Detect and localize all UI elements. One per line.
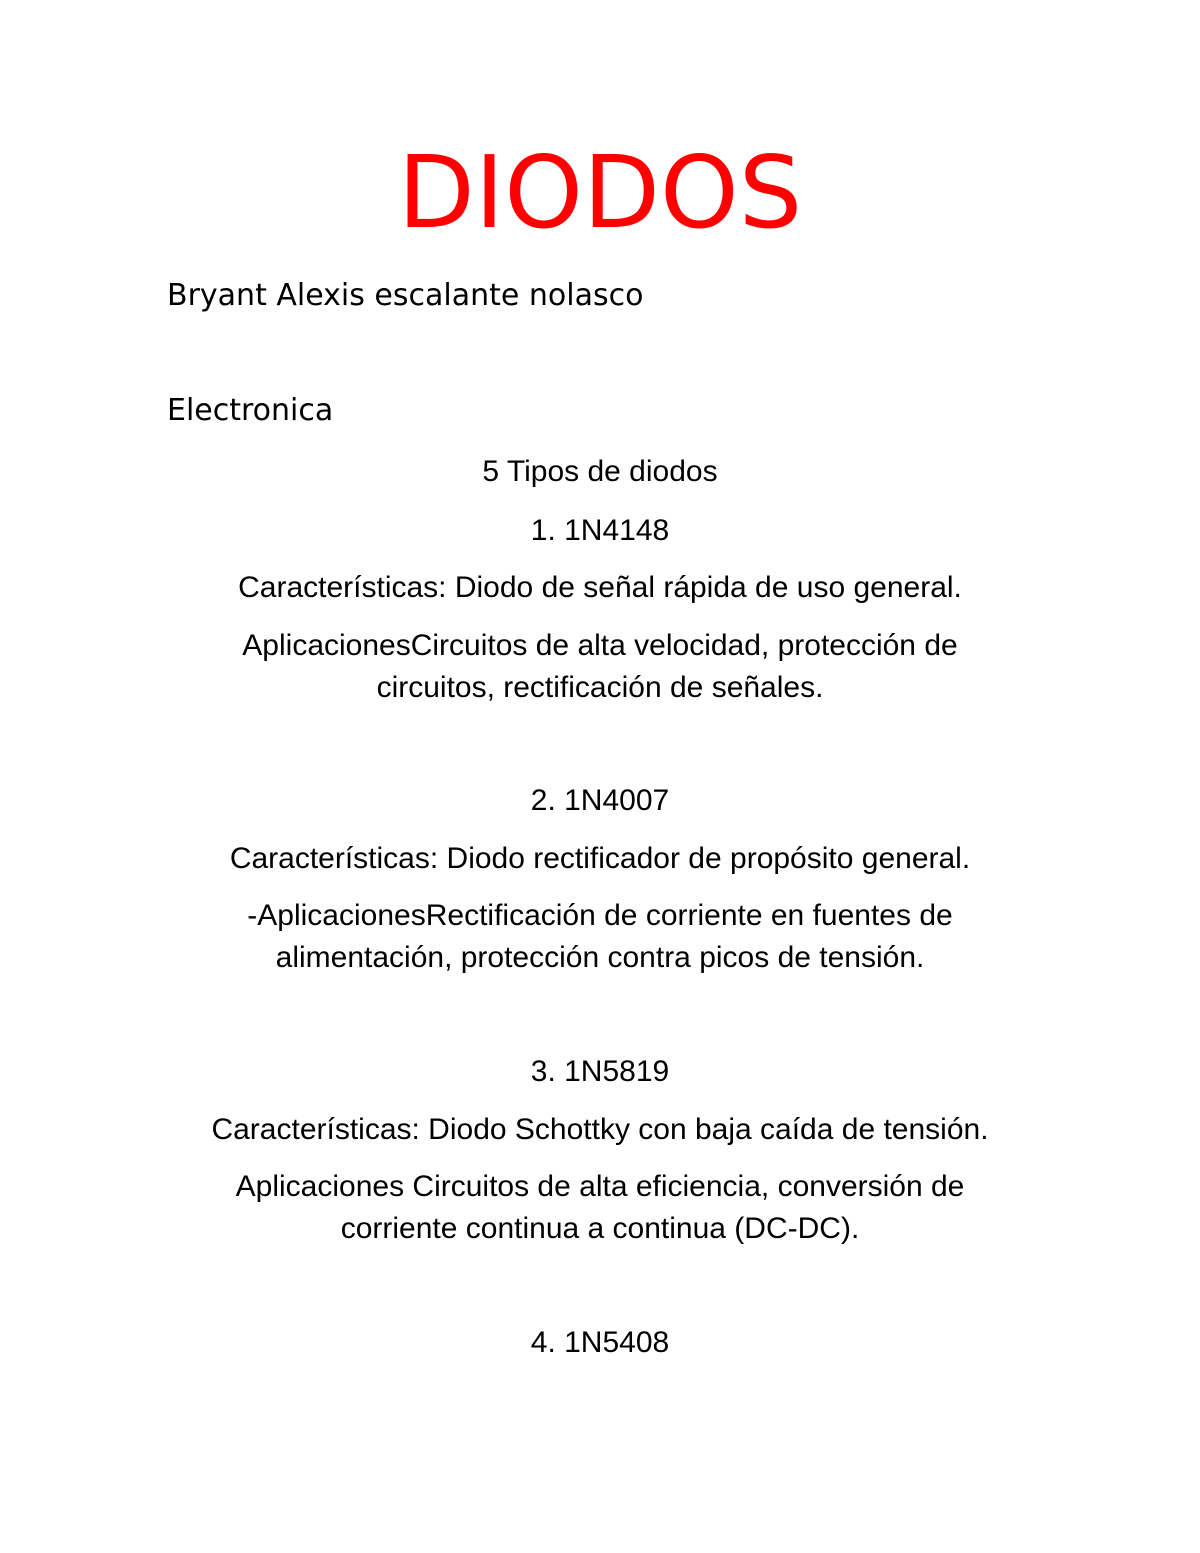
section-heading: 5 Tipos de diodos xyxy=(482,455,718,488)
diode-3-heading: 3. 1N5819 xyxy=(530,1055,670,1088)
diode-1-applications-line1: AplicacionesCircuitos de alta velocidad, protección de xyxy=(242,629,958,662)
document-title: DIODOS xyxy=(397,134,803,251)
subject-name: Electronica xyxy=(167,393,334,428)
author-name: Bryant Alexis escalante nolasco xyxy=(167,278,644,313)
diode-4-heading: 4. 1N5408 xyxy=(530,1326,670,1359)
diode-2-applications-line2: alimentación, protección contra picos de tensión. xyxy=(275,941,925,974)
diode-2-features: Características: Diodo rectificador de propósito general. xyxy=(229,842,971,875)
diode-3-features: Características: Diodo Schottky con baja caída de tensión. xyxy=(211,1113,989,1146)
diode-3-applications-line1: Aplicaciones Circuitos de alta eficiencia, conversión de xyxy=(235,1170,965,1203)
diode-1-heading: 1. 1N4148 xyxy=(530,514,670,547)
diode-1-applications-line2: circuitos, rectificación de señales. xyxy=(376,671,824,704)
diode-2-heading: 2. 1N4007 xyxy=(530,784,670,817)
diode-1-features: Características: Diodo de señal rápida de uso general. xyxy=(238,571,962,604)
diode-2-applications-line1: -AplicacionesRectificación de corriente en fuentes de xyxy=(247,899,953,932)
diode-3-applications-line2: corriente continua a continua (DC-DC). xyxy=(340,1212,860,1245)
